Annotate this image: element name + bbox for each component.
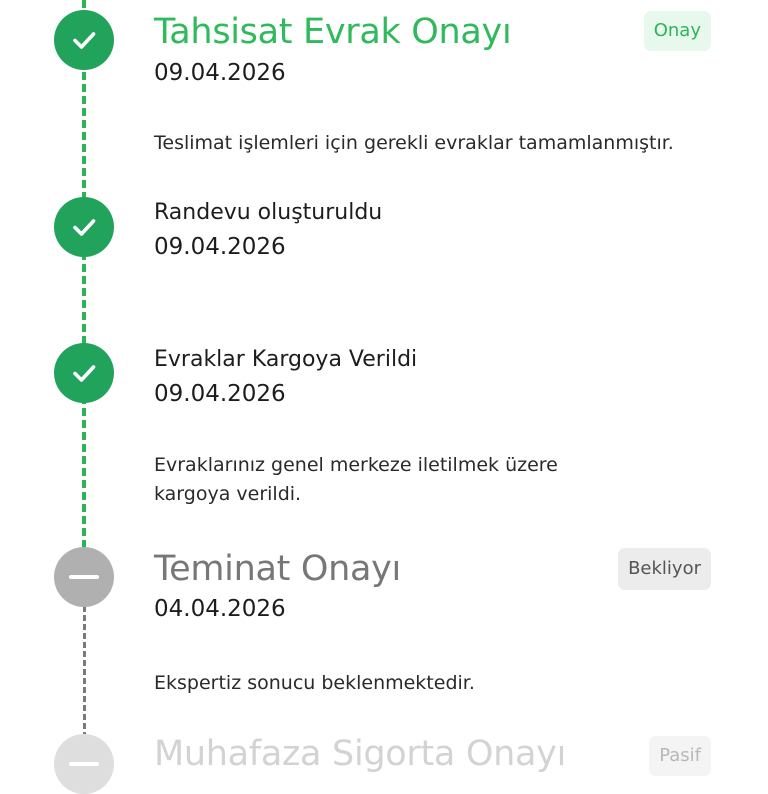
step-3-date: 09.04.2026 — [154, 381, 286, 407]
step-3-status-dot — [54, 343, 114, 403]
check-icon — [70, 26, 98, 54]
step-5-status-dot — [54, 734, 114, 794]
step-3-description: Evraklarınız genel merkeze iletilmek üzere kargoya verildi. — [154, 454, 558, 505]
timeline-connector-done — [82, 0, 86, 548]
step-2-date: 09.04.2026 — [154, 234, 286, 260]
step-1-date: 09.04.2026 — [154, 60, 286, 86]
step-5-title: Muhafaza Sigorta Onayı — [154, 734, 566, 774]
step-1-title: Tahsisat Evrak Onayı — [154, 12, 512, 52]
step-1-description: Teslimat işlemleri için gerekli evraklar tamamlanmıştır. — [154, 132, 674, 154]
check-icon — [70, 359, 98, 387]
step-3-title: Evraklar Kargoya Verildi — [154, 347, 418, 372]
step-5-status-badge: Pasif — [649, 736, 711, 776]
minus-icon — [66, 746, 102, 782]
step-1-status-dot — [54, 10, 114, 70]
step-4-status-dot — [54, 547, 114, 607]
step-4-status-badge: Bekliyor — [618, 548, 711, 590]
timeline-connector-waiting — [83, 606, 86, 738]
minus-icon — [66, 559, 102, 595]
check-icon — [70, 213, 98, 241]
step-4-description: Ekspertiz sonucu beklenmektedir. — [154, 672, 475, 694]
step-4-title: Teminat Onayı — [154, 549, 401, 589]
step-2-title: Randevu oluşturuldu — [154, 200, 383, 225]
step-1-status-badge: Onay — [644, 11, 711, 51]
step-4-date: 04.04.2026 — [154, 596, 286, 622]
step-2-status-dot — [54, 197, 114, 257]
